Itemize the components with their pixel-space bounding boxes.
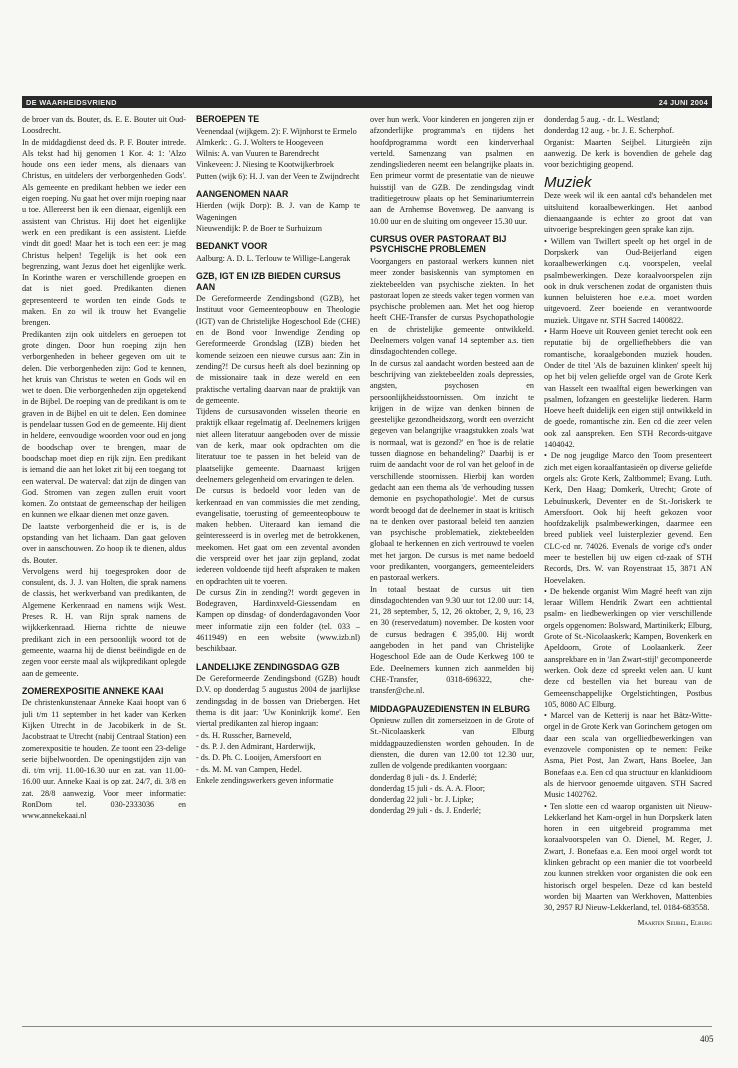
paragraph: De christenkunstenaar Anneke Kaai hoopt van 6 juli t/m 11 september in het kader van Kerken Kijken Utrecht in de Jacobikerk in de St. Jacobstraat te Utrecht (nabij Centraal Station) een zomerexpositie te houden. Ze toont een 23-delige serie bijbelwoorden. De openingstijden zijn van di. t/m vrij. 11.00-16.30 uur en zat. van 11.00-16.00 uur. Anneke Kaai is op zat. 24/7, di. 3/8 en zat. 28/8 aanwezig. Voor meer informatie: RonDom tel. 030-2333036 en www.annekekaai.nl — [22, 698, 186, 821]
issue-date: 24 JUNI 2004 — [658, 97, 708, 107]
paragraph: Opnieuw zullen dit zomerseizoen in de Grote of St.-Nicolaaskerk van Elburg middagpauzediensten worden gehouden. In de diensten, die duren van 12.00 tot 12.30 uur, zullen de volgende predikanten voorgaan: — [370, 716, 534, 771]
column-4 — [544, 114, 712, 1024]
paragraph: Wilnis: A. van Vuuren te Barendrecht — [196, 149, 320, 159]
footer-rule — [22, 1026, 712, 1027]
section-heading: GZB, IGT EN IZB BIEDEN CURSUS AAN — [196, 271, 341, 292]
paragraph: In de cursus zal aandacht worden besteed aan de beschrijving van ziektebeelden zoals depressies, angsten, psychosen en persoonlijkheidsstoornissen. Om inzicht te krijgen in de wijze van denken binnen de geestelijke gezondheidszorg, wordt een overzicht gegeven van belangrijke vraagstukken zoals 'wat is normaal, wat is gezond?' en 'hoe is de relatie tussen diagnose en behandeling?' Daarbij is er ruim de aandacht voor de rol van het geloof in de verschillende stoornissen. Hierbij kan worden gedacht aan een thema als 'de verhouding tussen demonie en psychopathologie'. Met de cursus wordt beoogd dat de deelnemer in staat is kritisch na te denken over pastoraal beleid ten aanzien van psychische problematiek, ziektebeelden globaal te herkennen en zich vertrouwd te voelen met het jargon. De cursus is met name bedoeld voor predikanten, voorgangers, gemeenteleiders en pastoraal werkers. — [370, 358, 534, 583]
column-3 — [370, 114, 534, 1024]
section-heading: ZOMEREXPOSITIE ANNEKE KAAI — [22, 685, 164, 696]
paragraph: De Gereformeerde Zendingsbond (GZB) houdt D.V. op donderdag 5 augustus 2004 de jaarlijkse zendingsdag in de bossen van Driebergen. Het thema is dit jaar: 'Uw Koninkrijk kome'. Een viertal predikanten zal hierop ingaan: — [196, 674, 360, 729]
column-1 — [22, 114, 186, 1024]
paragraph: De cursus Zin in zending?! wordt gegeven in Bodegraven, Hardinxveld-Giessendam en Kampen op dinsdag- of donderdagavonden Voor meer informatie zijn een folder (tel. 033 – 4611949) en een website (www.izb.nl) beschikbaar. — [196, 587, 360, 654]
section-heading: CURSUS OVER PASTORAAT BIJ PSYCHISCHE PROBLEMEN — [370, 233, 507, 255]
paragraph: • De nog jeugdige Marco den Toom presenteert zich met eigen koraalfantasieën op diverse geliefde orgels als: Grote Kerk, Zaltbommel; Evang. Luth. Kerk, Den Haag; Domkerk, Utrecht; Grote of Lebuïnuskerk, Deventer en de St.-Joriskerk te Amersfoort. Ook hij heeft gekozen voor hoofdzakelijk psalmbewerkingen, daarmee een breed publiek veel luisterplezier gevend. Een CLC-cd nr. 74026. Evenals de vorige cd's onder meer te bestellen bij uw eigen cd-zaak of STH Records, Drs. W. van Royenstraat 15, 3871 AN Hoevelaken. — [544, 451, 712, 585]
paragraph: Vinkeveen: J. Niesing te Kootwijkerbroek — [196, 160, 334, 170]
paragraph: Voorgangers en pastoraal werkers kunnen niet meer zonder basiskennis van symptomen en ziektebeelden van psychische ziekten. In het pastoraat lopen ze steeds vaker tegen vormen van psychische problemen aan. Met het oog hierop heeft CHE-Transfer de cursus Psychopathologie en de christelijke gemeente ontwikkeld. Deelnemers volgen vanaf 14 september a.s. tien dinsdagochtenden college. — [370, 256, 534, 357]
paragraph: donderdag 5 aug. - dr. L. Westland; — [544, 115, 660, 124]
paragraph: - ds. M. M. van Campen, Hedel. — [196, 764, 302, 774]
paragraph: Putten (wijk 6): H. J. van der Veen te Zwijndrecht — [196, 171, 360, 181]
section-heading: AANGENOMEN NAAR — [196, 188, 289, 199]
paragraph: over hun werk. Voor kinderen en jongeren zijn er afzonderlijke programma's en tijdens het hoofdprogramma wordt een kinderverhaal verteld. Samenzang van psalmen en zendingsliederen neemt een belangrijke plaats in. Een primeur vormt de presentatie van de nieuwe huisstijl van de GZB. De zendingsdag vindt traditiegetrouw plaats op het Seminariumterrein aan de Arnhemse Bovenweg. De aanvang is 10.00 uur en de sluiting om ongeveer 15.30 uur. — [370, 115, 534, 226]
paragraph: • Marcel van de Ketterij is naar het Bätz-Witte-orgel in de Grote Kerk van Gorinchem getogen om daar een scala van orgelliedbewerkingen van evenzovele componisten op te nemen: Feike Asma, Piet Post, Jan Zwart, Hans Boelee, Jan Bonefaas e.a. Een cd qua structuur en klankidioom als de hiervoor genoemde uitgaven. STH Sacred Music 1402762. — [544, 711, 712, 800]
section-heading: BEDANKT VOOR — [196, 241, 268, 252]
paragraph: Hierden (wijk Dorp): B. J. van de Kamp te Wageningen — [196, 201, 360, 222]
paragraph: donderdag 8 juli - ds. J. Enderlé; — [370, 772, 477, 782]
paragraph: • Harm Hoeve uit Rouveen geniet terecht ook een reputatie bij de orgelliefhebbers die van romantische, koraalgebonden muziek houden. Onder de titel 'Als de bazuinen klinken' speelt hij op het bij velen geliefde orgel van de Grote Kerk van Hasselt een twaalftal eigen bewerkingen van psalmen, lofzangen en geestelijke liederen. Harm Hoeve heeft duidelijk een eigen stijl ontwikkeld in de goede, romantische zin. Een cd die zeer velen ook zal aanspreken. Een STH Records-uitgave 1404042. — [544, 327, 712, 450]
section-heading: MIDDAGPAUZEDIENSTEN IN ELBURG — [370, 703, 531, 714]
paragraph: - ds. D. Ph. C. Looijen, Amersfoort en — [196, 753, 322, 763]
paragraph: Enkele zendingswerkers geven informatie — [196, 775, 334, 785]
author-signature: Maarten Seijbel, Elburg — [637, 918, 712, 928]
paragraph: - ds. P. J. den Admirant, Harderwijk, — [196, 741, 316, 751]
paragraph: Organist: Maarten Seijbel. Liturgieën zijn aanwezig. De kerk is bovendien de gehele dag voor bezichtiging geopend. — [544, 137, 712, 170]
page-number: 405 — [700, 1034, 714, 1044]
section-heading: BEROEPEN TE — [196, 114, 260, 124]
paragraph: De cursus is bedoeld voor leden van de kerkenraad en van commissies die met zending, evangelisatie, toerusting of gemeenteopbouw te maken hebben. Uiteraard kan iemand die geïnteresseerd is in overleg met de betrokkenen, meekomen. Het gaat om een zevental avonden die verspreid over het jaar zijn gepland, zodat iedereen voldoende tijd heeft afspraken te maken en opdrachten uit te voeren. — [196, 486, 360, 586]
publication-name: DE WAARHEIDSVRIEND — [26, 97, 117, 107]
paragraph: • Ten slotte een cd waarop organisten uit Nieuw-Lekkerland het Kam-orgel in hun Dorpskerk laten horen in een uitgebreid programma met koraalvoorspelen van O. Dienel, M. Reger, J. Zwart, J. Bonefaas e.a. Een mooi orgel wordt tot klinken gebracht op een manier die tot voorbeeld zou kunnen strekken voor organisten die ook een historisch orgel bespelen. Deze cd kan besteld worden bij Maarten van Werkhoven, Mattenbies 30, 2957 RJ Nieuw-Lekkerland, tel. 0184-683558. — [544, 801, 712, 913]
running-header — [22, 96, 712, 108]
paragraph: De laatste verborgenheid die er is, is de opstanding van het lichaam. Dan gaat geloven over in aanschouwen. Zo hoop ik te dienen, aldus ds. Bouter. — [22, 521, 186, 565]
paragraph: • Willem van Twillert speelt op het orgel in de Dorpskerk van Oud-Beijerland eigen koraalbewerkingen c.q. voorspelen, veelal psalmbewerkingen. Deze koraalvoorspelen zijn ook in druk verschenen zodat de organisten thuis kunnen beluisteren hoe e.e.a. moet worden uitgevoerd. Zeer boeiende en verantwoorde muziek. Uitgave nr. STH Sacred 1400822. — [544, 236, 712, 325]
paragraph: Tijdens de cursusavonden wisselen theorie en praktijk elkaar regelmatig af. Deelnemers krijgen niet alleen literatuur aangeboden over de missie van de kerk, maar ook opdrachten om die literatuur toe te passen in het beleid van de plaatselijke gemeente. Daarnaast krijgen deelnemers gelegenheid om ervaringen te delen. — [196, 407, 360, 484]
paragraph: Almkerk: . G. J. Wolters te Hoogeveen — [196, 137, 324, 147]
paragraph: Predikanten zijn ook uitdelers en geroepen tot grote dingen. Door hun roeping zijn hen verborgenheden in beheer gegeven om uit te delen. Die verborgenheden zijn: God te kennen, het kruis van Christus te weten en Gods wil en wet te doen. Die verborgenheden zijn opgetekend in de Bijbel. De roeping van de predikant is om te graven in de Bijbel en uit te delen. Een dominee is pendelaar tussen God en de gemeente. Hij dient in heldere, eenvoudige woorden voor oud en jong de boodschap over te brengen, maar de boodschap moet diep en rijk zijn. Een predikant is iemand die aan het loket zit bij een toegang tot een waterval. De waterval: dat zijn de dingen van God. Stromen van zegen zullen eruit voort komen. Zo ontstaat de gemeenschap der heiligen en kunnen we elkaar dienen met onze gaven. — [22, 329, 186, 520]
paragraph: Aalburg: A. D. L. Terlouw te Willige-Langerak — [196, 253, 351, 263]
paragraph: In de middagdienst deed ds. P. F. Bouter intrede. Als tekst had hij genomen 1 Kor. 4: 1: 'Alzo houde ons een ieder mens, als dienaars van Christus, en uitdelers der verborgenheden Gods'. Als gemeente en predikant hebben we ieder een eigen roeping. Nu gaat het over mijn roeping naar u toe. Allereerst ben ik een dienaar, eigenlijk een assistent van Christus. Hij doet het eigenlijke werk en een predikant is een assistent. Liefde vindt dit goed! Maar het is toch een eer: je mag Christus helpen! Tegelijk is het ook een begrenzing, want Jezus doet het eigenlijke werk. In Korinthe waren er verschillende groepen en dat is niet goed. Predikanten dienen gepresenteerd te worden ten einde Gods te maken. En zo wil ik trouw het Evangelie brengen. — [22, 137, 186, 328]
paragraph: De Gereformeerde Zendingsbond (GZB), het Instituut voor Gemeenteopbouw en Theologie (IGT) van de Christelijke Hogeschool Ede (CHE) en de Bond voor Inwendige Zending op Gereformeerde Grondslag (IZB) bieden het komende seizoen een nieuwe cursus aan: Zin in zending?! De cursus heeft als doel bezinning op de missionaire taak in deze wereld en een praktische vertaling daarvan naar de praktijk van de gemeente. — [196, 294, 360, 405]
paragraph: de broer van ds. Bouter, ds. E. E. Bouter uit Oud-Loosdrecht. — [22, 115, 186, 136]
section-heading: LANDELIJKE ZENDINGSDAG GZB — [196, 661, 340, 672]
paragraph: donderdag 22 juli - br. J. Lipke; — [370, 795, 474, 805]
paragraph: donderdag 12 aug. - br. J. E. Scherphof. — [544, 126, 675, 136]
column-2 — [196, 114, 360, 1024]
paragraph: Vervolgens werd hij toegesproken door de consulent, ds. J. J. van Holten, die sprak namens de classis, het werkverband van predikanten, de Algemene Kerkenraad en namens wijk West. Preses R. H. van Rijn sprak namens de wijkkerkenraad. Hierna richtte de nieuwe predikant zich in een persoonlijk woord tot de gemeente, waarna hij de dienst beëindigde en de zegen voor eerste maal als wijkpredikant oplegde aan de gemeente. — [22, 566, 186, 678]
section-title-large: Muziek — [544, 174, 592, 192]
paragraph: • De bekende organist Wim Magré heeft van zijn leraar Willem Hendrik Zwart een achttiental psalm- en liedbewerkingen op vier verschillende orgels opgenomen: Bolsward, Martinikerk; Elburg, Grote of St.-Nicolaaskerk; Kampen, Bovenkerk en Apeldoorn, Grote of Loolaankerk. Zeer aansprekbare en in 'Jan Zwart-stijl' gecomponeerde werken. Ook deze cd spreekt velen aan. U kunt deze cd bestellen via het bureau van de Gemeenschappelijke Orgelstichtingen, Postbus 105, 8080 AC Elburg. — [544, 586, 712, 709]
paragraph: donderdag 15 juli - ds. A. A. Floor; — [370, 783, 486, 793]
paragraph: - ds. H. Russcher, Barneveld, — [196, 730, 292, 740]
paragraph: In totaal bestaat de cursus uit tien dinsdagochtenden van 9.30 uur tot 12.00 uur: 14, 21, 28 september, 5, 12, 26 oktober, 2, 9, 16, 23 en 30 (reservedatum) november. De kosten voor de cursus bedragen € 395,00. Hij wordt aangeboden in het pand van Christelijke Hogeschool Ede aan de Oude Kerkweg 100 te Ede. Deelnemers kunnen zich aanmelden bij CHE-Transfer, 0318-696322, che-transfer@che.nl. — [370, 584, 534, 696]
paragraph: Veenendaal (wijkgem. 2): F. Wijnhorst te Ermelo — [196, 126, 357, 136]
paragraph: donderdag 29 juli - ds. J. Enderlé; — [370, 806, 481, 816]
paragraph: Nieuwendijk: P. de Boer te Surhuizum — [196, 224, 322, 234]
paragraph: Deze week wil ik een aantal cd's behandelen met uitsluitend koraalbewerkingen. Het aanbod dienaangaande is echter zo groot dat van uitvoerige besprekingen geen sprake kan zijn. — [544, 191, 712, 235]
